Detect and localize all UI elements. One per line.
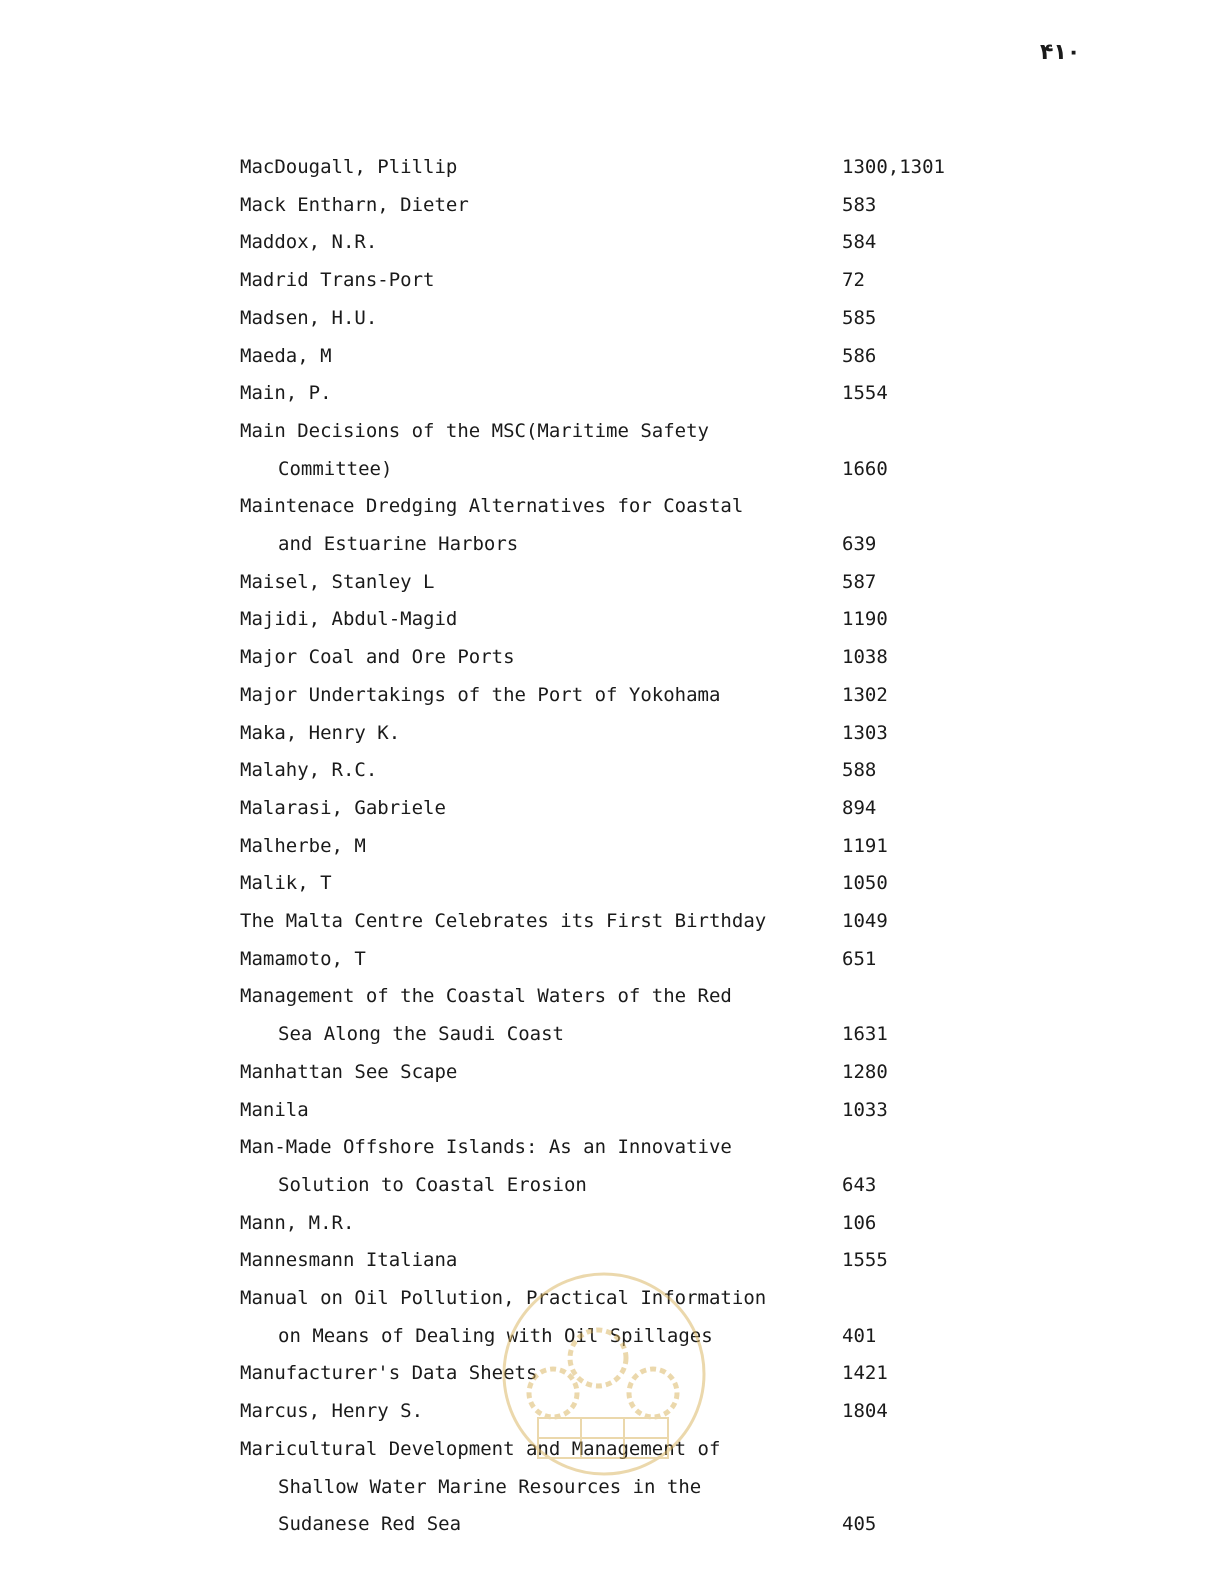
index-entry: [240, 454, 980, 484]
entry-text: Mamamoto, T: [240, 947, 366, 970]
entry-text: Malarasi, Gabriele: [240, 796, 446, 819]
entry-page-number: 643: [842, 1173, 877, 1196]
entry-text: Marcus, Henry S.: [240, 1400, 424, 1423]
index-entry: [240, 831, 980, 861]
index-entry: [240, 718, 980, 748]
entry-text: Shallow Water Marine Resources in the: [278, 1475, 702, 1498]
entry-page-number: 651: [842, 947, 877, 970]
entry-text: Manual on Oil Pollution, Practical Information: [240, 1287, 767, 1309]
entry-page-number: 1050: [842, 872, 888, 895]
entry-text: Madsen, H.U.: [240, 306, 378, 329]
entry-page-number: 401: [842, 1324, 877, 1347]
entry-page-number: 72: [842, 269, 865, 292]
entry-page-number: 639: [842, 533, 877, 555]
entry-text: Man-Made Offshore Islands: As an Innovative: [240, 1136, 732, 1159]
entry-text: Madrid Trans-Port: [240, 269, 435, 292]
index-entry: [240, 1208, 980, 1238]
index-entry: [240, 793, 980, 823]
entry-page-number: 1554: [842, 382, 888, 405]
entry-text: Mann, M.R.: [240, 1211, 355, 1234]
entry-page-number: 1303: [842, 721, 888, 744]
entry-text: Sea Along the Saudi Coast: [278, 1023, 564, 1046]
entry-page-number: 1280: [842, 1060, 888, 1083]
entry-page-number: 585: [842, 306, 877, 329]
entry-text: Mack Entharn, Dieter: [240, 193, 469, 216]
index-entry: [240, 1170, 980, 1200]
entry-text: Main Decisions of the MSC(Maritime Safety: [240, 419, 709, 442]
index-entry: [240, 604, 980, 634]
index-entry: [240, 1057, 980, 1087]
entry-text: Committee): [278, 457, 393, 480]
page-number: ۴۱۰: [1040, 40, 1081, 65]
entry-text: Mannesmann Italiana: [240, 1249, 458, 1272]
index-entry: [240, 868, 980, 898]
entry-text: Manufacturer's Data Sheets: [240, 1362, 538, 1385]
entry-text: Sudanese Red Sea: [278, 1513, 462, 1536]
entry-text: Solution to Coastal Erosion: [278, 1173, 587, 1196]
entry-text: on Means of Dealing with Oil Spillages: [278, 1324, 713, 1347]
entry-page-number: 584: [842, 231, 877, 254]
index-entry: [240, 981, 980, 1011]
index-entry: [240, 190, 980, 220]
index-entry: [240, 1509, 980, 1539]
entry-text: Major Undertakings of the Port of Yokohama: [240, 683, 721, 706]
entry-page-number: 1660: [842, 457, 888, 480]
entry-page-number: 1033: [842, 1098, 888, 1121]
index-entry: [240, 1095, 980, 1125]
entry-text: Maka, Henry K.: [240, 721, 401, 744]
index-entry: [240, 416, 980, 446]
entry-page-number: 586: [842, 344, 877, 367]
entry-text: and Estuarine Harbors: [278, 533, 519, 555]
entry-page-number: 1555: [842, 1249, 888, 1272]
entry-text: Maisel, Stanley L: [240, 570, 435, 593]
entry-text: Maddox, N.R.: [240, 231, 378, 254]
entry-text: The Malta Centre Celebrates its First Birthday: [240, 910, 767, 932]
entry-page-number: 1631: [842, 1023, 888, 1046]
entry-page-number: 587: [842, 570, 877, 593]
entry-page-number: 1804: [842, 1400, 888, 1423]
entry-page-number: 1300,1301: [842, 156, 945, 178]
entry-page-number: 894: [842, 796, 877, 819]
entry-text: Malik, T: [240, 872, 332, 895]
entry-page-number: 1190: [842, 608, 888, 631]
entry-text: Manila: [240, 1098, 309, 1121]
entry-page-number: 1191: [842, 834, 888, 857]
entry-page-number: 405: [842, 1513, 877, 1536]
entry-page-number: 1421: [842, 1362, 888, 1385]
index-entry: [240, 944, 980, 974]
entry-text: Manhattan See Scape: [240, 1060, 458, 1083]
entry-page-number: 1049: [842, 910, 888, 932]
entry-page-number: 588: [842, 759, 877, 782]
index-entry: [240, 491, 980, 521]
index-entry: [240, 680, 980, 710]
entry-page-number: 1038: [842, 646, 888, 669]
entry-page-number: 106: [842, 1211, 877, 1234]
entry-text: Maintenace Dredging Alternatives for Coastal: [240, 495, 744, 518]
index-entry: [240, 341, 980, 371]
index-entry: [240, 265, 980, 295]
entry-text: Malherbe, M: [240, 834, 366, 857]
watermark-seal: [498, 1268, 710, 1480]
entry-text: Maeda, M: [240, 344, 332, 367]
index-entry: [240, 642, 980, 672]
index-entry: [240, 303, 980, 333]
index-entry: [240, 529, 980, 559]
entry-text: Malahy, R.C.: [240, 759, 378, 782]
entry-text: Maricultural Development and Management of: [240, 1437, 721, 1460]
index-entry: [240, 378, 980, 408]
entry-page-number: 1302: [842, 683, 888, 706]
entry-page-number: 583: [842, 193, 877, 216]
entry-text: MacDougall, Plillip: [240, 156, 458, 178]
index-entry: [240, 567, 980, 597]
index-entry: [240, 906, 980, 936]
index-entry: [240, 152, 980, 182]
index-entry: [240, 1019, 980, 1049]
entry-text: Main, P.: [240, 382, 332, 405]
entry-text: Majidi, Abdul-Magid: [240, 608, 458, 631]
entry-text: Major Coal and Ore Ports: [240, 646, 515, 669]
index-entry: [240, 755, 980, 785]
index-entry: [240, 227, 980, 257]
entry-text: Management of the Coastal Waters of the Red: [240, 985, 732, 1008]
index-entry: [240, 1132, 980, 1162]
